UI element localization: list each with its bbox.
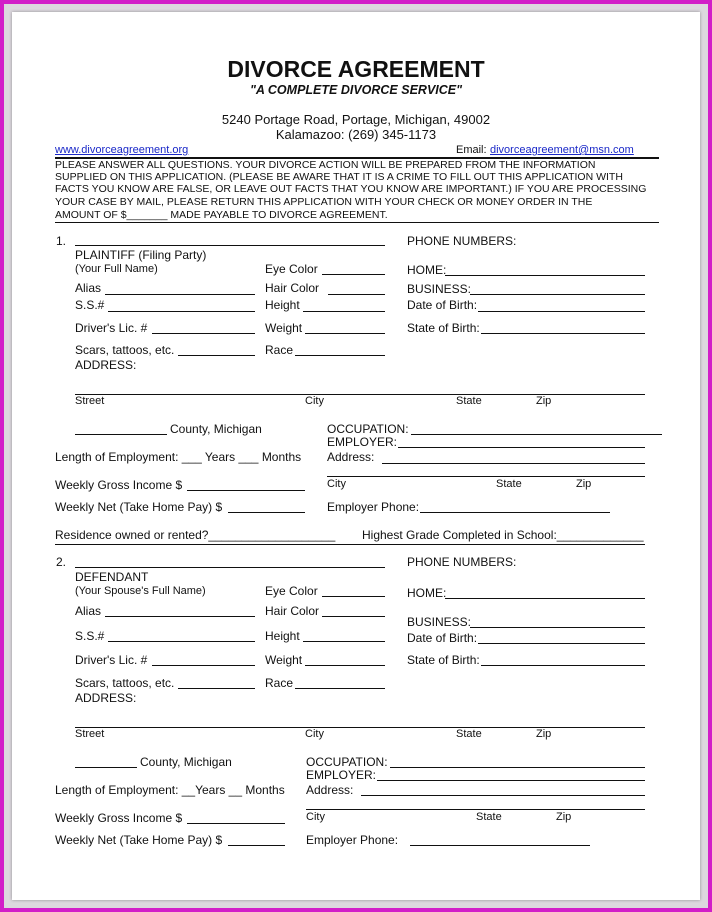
plaintiff-hair-color-field[interactable] [328,294,385,295]
employer-state-label: State [496,478,522,490]
plaintiff-occupation-field[interactable] [411,434,662,435]
plaintiff-name-field[interactable] [75,245,385,246]
instruction-line: PLEASE ANSWER ALL QUESTIONS. YOUR DIVORCE ACTION WILL BE PREPARED FROM THE INFORMATION [55,159,596,171]
office-phone: Kalamazoo: (269) 345-1173 [275,127,437,142]
plaintiff-employer-phone-field[interactable] [420,512,610,513]
height-label: Height [265,629,300,643]
residence-label: Residence owned or rented?___________________ [55,528,336,542]
defendant-drivers-lic-field[interactable] [152,665,255,666]
phone-numbers-label: PHONE NUMBERS: [407,234,517,248]
plaintiff-weight-field[interactable] [305,333,385,334]
defendant-business-phone-field[interactable] [470,627,645,628]
phone-numbers-label: PHONE NUMBERS: [407,555,517,569]
defendant-occupation-field[interactable] [390,767,645,768]
business-phone-label: BUSINESS: [407,615,472,629]
plaintiff-weekly-net-field[interactable] [228,512,305,513]
drivers-lic-label: Driver's Lic. # [75,321,148,335]
state-label: State [456,728,482,740]
instructions-bottom-rule [55,222,659,223]
employer-label: EMPLOYER: [327,435,398,449]
plaintiff-employer-address-field[interactable] [382,463,645,464]
employer-address-label: Address: [306,783,354,797]
zip-label: Zip [536,728,552,740]
employer-zip-label: Zip [576,478,592,490]
street-label: Street [75,728,105,740]
defendant-county-field[interactable] [75,767,137,768]
race-label: Race [265,676,294,690]
race-label: Race [265,343,294,357]
plaintiff-eye-color-field[interactable] [322,274,385,275]
city-label: City [305,395,324,407]
scars-label: Scars, tattoos, etc. [75,343,175,357]
weekly-gross-label: Weekly Gross Income $ [55,478,183,492]
drivers-lic-label: Driver's Lic. # [75,653,148,667]
employer-city-label: City [306,811,325,823]
defendant-role-label: DEFENDANT [75,570,149,584]
section-number: 2. [56,555,67,569]
weekly-net-label: Weekly Net (Take Home Pay) $ [55,833,223,847]
section-divider [55,544,645,545]
occupation-label: OCCUPATION: [327,422,409,436]
name-hint: (Your Spouse's Full Name) [75,585,206,597]
form-subtitle: "A COMPLETE DIVORCE SERVICE" [249,83,463,97]
alias-label: Alias [75,281,102,295]
plaintiff-dob-field[interactable] [478,311,645,312]
defendant-ss-field[interactable] [108,641,255,642]
employer-label: EMPLOYER: [306,768,377,782]
employer-state-label: State [476,811,502,823]
plaintiff-height-field[interactable] [303,311,385,312]
employer-address-label: Address: [327,450,375,464]
street-label: Street [75,395,105,407]
defendant-height-field[interactable] [303,641,385,642]
instruction-line: FACTS YOU KNOW ARE FALSE, OR LEAVE OUT FACTS THAT YOU KNOW ARE IMPORTANT.) IF YOU ARE PROCESSING [55,183,647,195]
length-employment-label: Length of Employment: __Years __ Months [55,783,285,797]
defendant-alias-field[interactable] [105,616,255,617]
zip-label: Zip [536,395,552,407]
plaintiff-race-field[interactable] [295,355,385,356]
home-phone-label: HOME: [407,586,447,600]
defendant-scars-field[interactable] [178,688,255,689]
defendant-name-field[interactable] [75,567,385,568]
defendant-weight-field[interactable] [305,665,385,666]
form-title: DIVORCE AGREEMENT [227,56,485,82]
plaintiff-ss-field[interactable] [108,311,255,312]
defendant-employer-field[interactable] [377,780,645,781]
plaintiff-alias-field[interactable] [105,294,255,295]
plaintiff-drivers-lic-field[interactable] [152,333,255,334]
plaintiff-state-of-birth-field[interactable] [481,333,645,334]
city-label: City [305,728,324,740]
state-label: State [456,395,482,407]
email-label: Email: [456,144,487,156]
hair-color-label: Hair Color [265,281,320,295]
defendant-weekly-net-field[interactable] [228,845,285,846]
address-label: ADDRESS: [75,691,137,705]
name-hint: (Your Full Name) [75,263,158,275]
plaintiff-county-field[interactable] [75,434,167,435]
instruction-line: YOUR CASE BY MAIL, PLEASE RETURN THIS APPLICATION WITH YOUR CHECK OR MONEY ORDER IN THE [55,196,593,208]
defendant-home-phone-field[interactable] [445,598,645,599]
defendant-state-of-birth-field[interactable] [481,665,645,666]
plaintiff-role-label: PLAINTIFF (Filing Party) [75,248,207,262]
dob-label: Date of Birth: [407,631,478,645]
ss-label: S.S.# [75,298,105,312]
defendant-race-field[interactable] [295,688,385,689]
employer-phone-label: Employer Phone: [327,500,420,514]
defendant-weekly-gross-field[interactable] [187,823,285,824]
state-of-birth-label: State of Birth: [407,321,480,335]
plaintiff-business-phone-field[interactable] [470,294,645,295]
plaintiff-home-phone-field[interactable] [445,275,645,276]
defendant-employer-address-field[interactable] [361,795,645,796]
county-label: County, Michigan [170,422,262,436]
defendant-dob-field[interactable] [478,643,645,644]
business-phone-label: BUSINESS: [407,282,472,296]
section-number: 1. [56,234,67,248]
dob-label: Date of Birth: [407,298,478,312]
employer-zip-label: Zip [556,811,572,823]
weekly-gross-label: Weekly Gross Income $ [55,811,183,825]
plaintiff-employer-address-line2[interactable] [327,476,645,477]
alias-label: Alias [75,604,102,618]
state-of-birth-label: State of Birth: [407,653,480,667]
defendant-employer-address-line2[interactable] [306,809,645,810]
defendant-eye-color-field[interactable] [322,596,385,597]
website-link[interactable]: www.divorceagreement.org [55,144,189,156]
height-label: Height [265,298,300,312]
employer-city-label: City [327,478,346,490]
employer-phone-label: Employer Phone: [306,833,399,847]
email-link[interactable]: divorceagreement@msn.com [490,144,634,156]
hair-color-label: Hair Color [265,604,320,618]
instruction-line: SUPPLIED ON THIS APPLICATION. (PLEASE BE AWARE THAT IT IS A CRIME TO FILL OUT THIS APPLICATION WITH [55,171,623,183]
highest-grade-label: Highest Grade Completed in School:_____________ [362,528,644,542]
occupation-label: OCCUPATION: [306,755,388,769]
length-employment-label: Length of Employment: ___ Years ___ Months [55,450,302,464]
defendant-hair-color-field[interactable] [322,616,385,617]
eye-color-label: Eye Color [265,262,318,276]
scars-label: Scars, tattoos, etc. [75,676,175,690]
defendant-address-field[interactable] [75,727,645,728]
plaintiff-weekly-gross-field[interactable] [187,490,305,491]
county-label: County, Michigan [140,755,232,769]
plaintiff-address-field[interactable] [75,394,645,395]
weekly-net-label: Weekly Net (Take Home Pay) $ [55,500,223,514]
weight-label: Weight [265,653,303,667]
plaintiff-employer-field[interactable] [398,447,645,448]
eye-color-label: Eye Color [265,584,318,598]
office-address: 5240 Portage Road, Portage, Michigan, 49002 [221,112,491,127]
weight-label: Weight [265,321,303,335]
ss-label: S.S.# [75,629,105,643]
address-label: ADDRESS: [75,358,137,372]
home-phone-label: HOME: [407,263,447,277]
instruction-line: AMOUNT OF $_______ MADE PAYABLE TO DIVORCE AGREEMENT. [55,209,388,221]
defendant-employer-phone-field[interactable] [410,845,590,846]
plaintiff-scars-field[interactable] [178,355,255,356]
